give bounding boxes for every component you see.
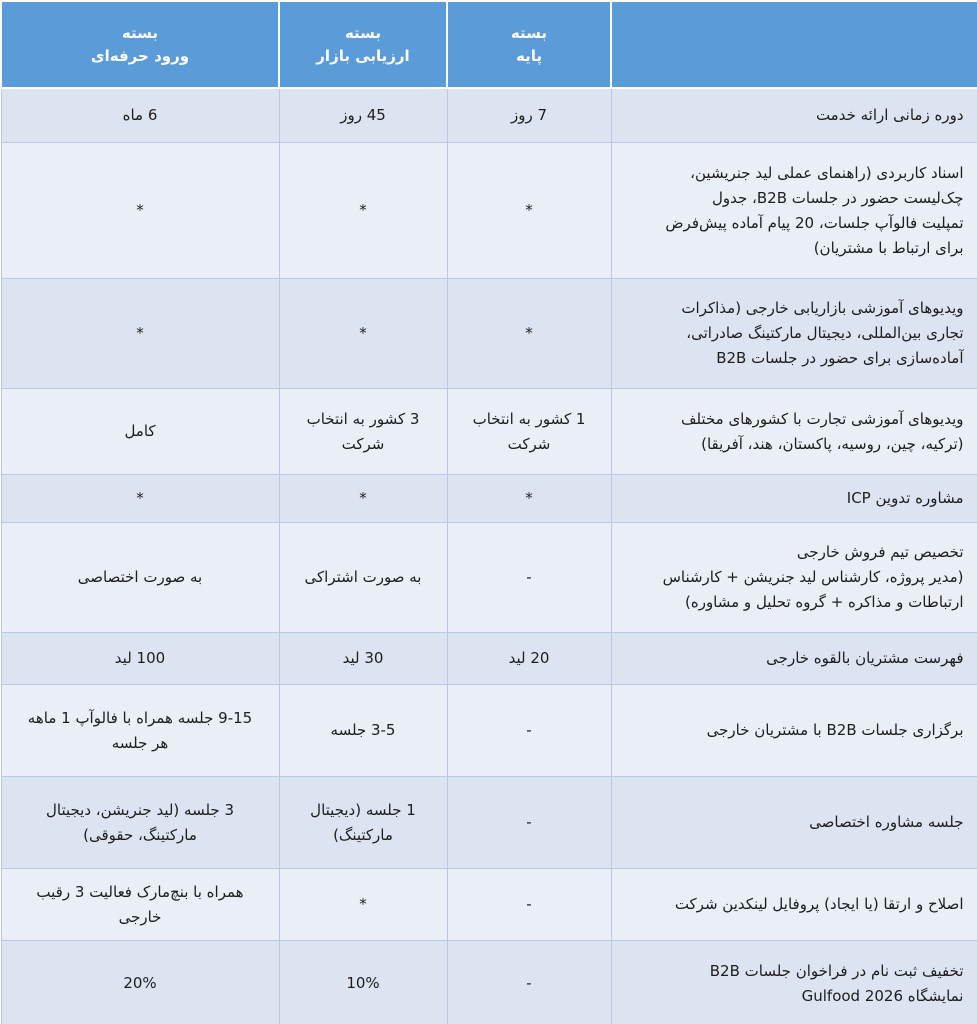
cell-line: 3 جلسه (لید جنریشن، دیجیتال [45, 800, 235, 819]
cell-line: - [526, 813, 532, 831]
pro-cell [1, 777, 279, 869]
table-row [1, 88, 977, 143]
cell-line: - [526, 895, 532, 913]
pro-cell [1, 143, 279, 279]
cell-line: تمپلیت فالوآپ جلسات، 20 پیام آماده پیش‌فرض [665, 213, 964, 232]
cell-line: * [525, 201, 533, 219]
cell-line: فهرست مشتریان بالقوه خارجی [766, 649, 964, 667]
cell-line: 10% [346, 974, 380, 992]
feature-cell [611, 941, 977, 1024]
cell-line: 1 کشور به انتخاب [472, 409, 586, 428]
cell-line: همراه با بنچ‌مارک فعالیت 3 رقیب [36, 882, 244, 901]
table-row [1, 475, 977, 523]
feature-cell [611, 143, 977, 279]
cell-line: به صورت اختصاصی [77, 568, 203, 586]
cell-line: - [526, 974, 532, 992]
feature-cell [611, 279, 977, 389]
cell-line: * [525, 324, 533, 342]
cell-line: 1 جلسه (دیجیتال [310, 800, 416, 819]
pro-cell [1, 279, 279, 389]
cell-line: - [526, 568, 532, 586]
header-pro-package: بسته ورود حرفه‌ای [1, 1, 279, 88]
pro-cell [1, 633, 279, 685]
cell-line: (ترکیه، چین، روسیه، پاکستان، هند، آفریقا) [701, 434, 964, 453]
cell-line: تخصیص تیم فروش خارجی [796, 543, 964, 561]
basic-cell [447, 389, 611, 475]
cell-line: * [359, 201, 367, 219]
cell-line: * [359, 489, 367, 507]
cell-line: اسناد کاربردی (راهنمای عملی لید جنریشین، [690, 163, 964, 182]
pro-cell [1, 685, 279, 777]
cell-line: چک‌لیست حضور در جلسات B2B، جدول [711, 188, 964, 207]
cell-line: خارجی [118, 907, 162, 926]
cell-line: آماده‌سازی برای حضور در جلسات B2B [716, 349, 964, 367]
cell-line: کامل [124, 422, 156, 440]
cell-line: ارتباطات و مذاکره + گروه تحلیل و مشاوره) [684, 593, 964, 611]
pro-cell [1, 941, 279, 1024]
basic-cell [447, 88, 611, 143]
cell-line: (مدیر پروژه، کارشناس لید جنریشن + کارشناس [662, 568, 964, 586]
table-row [1, 941, 977, 1024]
table-row [1, 279, 977, 389]
basic-cell [447, 869, 611, 941]
feature-cell [611, 88, 977, 143]
cell-line: * [359, 324, 367, 342]
market-cell [279, 777, 447, 869]
cell-line: اصلاح و ارتقا (یا ایجاد) پروفایل لینکدین شرکت [674, 895, 964, 913]
cell-line: * [136, 201, 144, 219]
cell-line: مارکتینگ، حقوقی) [83, 825, 197, 844]
pro-cell [1, 475, 279, 523]
cell-line: به صورت اشتراکی [304, 568, 422, 586]
basic-cell [447, 777, 611, 869]
basic-cell [447, 685, 611, 777]
feature-cell [611, 777, 977, 869]
cell-line: 30 لید [342, 649, 384, 667]
basic-cell [447, 941, 611, 1024]
cell-line: * [525, 489, 533, 507]
market-cell [279, 869, 447, 941]
feature-cell [611, 685, 977, 777]
basic-cell [447, 523, 611, 633]
cell-line: مارکتینگ) [333, 825, 393, 844]
cell-line: ویدیوهای آموزشی تجارت با کشورهای مختلف [680, 409, 964, 428]
table-row [1, 143, 977, 279]
cell-line: تجاری بین‌المللی، دیجیتال مارکتینگ صادراتی، [686, 324, 964, 342]
cell-line: * [136, 324, 144, 342]
cell-line: مشاوره تدوین ICP [846, 489, 964, 507]
cell-line: شرکت [507, 434, 551, 453]
table-row [1, 685, 977, 777]
table-row [1, 633, 977, 685]
cell-line: نمایشگاه Gulfood 2026 [801, 986, 964, 1005]
cell-line: 45 روز [340, 106, 386, 124]
cell-line: هر جلسه [111, 733, 169, 752]
cell-line: شرکت [341, 434, 385, 453]
cell-line: - [526, 721, 532, 739]
cell-line: جلسه مشاوره اختصاصی [809, 813, 964, 831]
pro-cell [1, 88, 279, 143]
cell-line: 6 ماه [122, 106, 158, 124]
pro-cell [1, 869, 279, 941]
cell-line: * [136, 489, 144, 507]
cell-line: 7 روز [510, 106, 548, 124]
market-cell [279, 279, 447, 389]
table-row [1, 777, 977, 869]
table-row [1, 389, 977, 475]
cell-line: 20% [123, 974, 157, 992]
basic-cell [447, 279, 611, 389]
feature-cell [611, 389, 977, 475]
cell-line: برگزاری جلسات B2B با مشتریان خارجی [706, 721, 964, 739]
cell-line: تخفیف ثبت نام در فراخوان جلسات B2B [709, 961, 964, 980]
feature-cell [611, 633, 977, 685]
table-row [1, 523, 977, 633]
market-cell [279, 143, 447, 279]
cell-line: 20 لید [508, 649, 550, 667]
market-cell [279, 685, 447, 777]
cell-line: * [359, 895, 367, 913]
market-cell [279, 389, 447, 475]
header-row [1, 1, 977, 88]
header-basic-package: بسته پایه [447, 1, 611, 88]
cell-line: ویدیوهای آموزشی بازاریابی خارجی (مذاکرات [681, 299, 964, 317]
feature-cell [611, 869, 977, 941]
feature-cell [611, 523, 977, 633]
table-row [1, 869, 977, 941]
cell-line: 3-5 جلسه [330, 721, 396, 739]
cell-line: برای ارتباط با مشتریان) [813, 238, 964, 257]
pro-cell [1, 389, 279, 475]
header-market-package: بسته ارزیابی بازار [279, 1, 447, 88]
cell-line: دوره زمانی ارائه خدمت [815, 106, 964, 124]
market-cell [279, 941, 447, 1024]
cell-line: 9-15 جلسه همراه با فالوآپ 1 ماهه [27, 708, 253, 727]
market-cell [279, 88, 447, 143]
cell-line: 3 کشور به انتخاب [306, 409, 420, 428]
market-cell [279, 475, 447, 523]
basic-cell [447, 633, 611, 685]
basic-cell [447, 143, 611, 279]
market-cell [279, 523, 447, 633]
market-cell [279, 633, 447, 685]
pro-cell [1, 523, 279, 633]
header-feature [611, 1, 977, 88]
cell-line: 100 لید [114, 649, 166, 667]
feature-cell [611, 475, 977, 523]
basic-cell [447, 475, 611, 523]
